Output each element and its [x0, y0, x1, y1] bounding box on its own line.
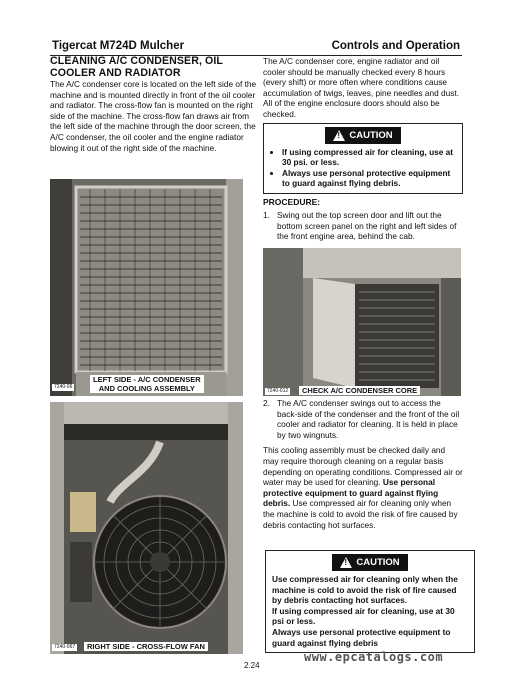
header-right-title: Controls and Operation — [331, 40, 460, 52]
warning-triangle-icon: ! — [340, 557, 352, 568]
procedure-title: PROCEDURE: — [263, 196, 321, 207]
right-column-lower — [263, 398, 463, 530]
caption-line-1: LEFT SIDE - A/C CONDENSER — [93, 375, 201, 384]
photo-code: 7240-06 — [54, 384, 73, 390]
section-heading: CLEANING A/C CONDENSER, OIL COOLER AND RADIATOR — [50, 55, 223, 79]
caution-line: If using compressed air for cleaning, use at 30 psi or less. — [272, 605, 455, 627]
caution-line: Always use personal protective equipment to guard against flying debris — [272, 626, 451, 648]
photo-ac-condenser — [50, 179, 243, 396]
warning-triangle-icon: ! — [333, 130, 345, 141]
page-number: 2.24 — [244, 661, 260, 670]
intro-paragraph: The A/C condenser core is located on the left side of the machine and is mounted directly in front of the oil cooler and radiator. The cross-flow fan is mounted on the right side of the machine. The cross-flow fan draws air from the left side of the machine through the door screen, the A/C condenser, the oil cooler and the engine radiator blowing it out of the right side of the machine. — [50, 79, 257, 153]
photo-caption: CHECK A/C CONDENSER CORE — [299, 386, 420, 395]
step-text: Swing out the top screen door and lift out the bottom screen panel on the right and left sides of the front engine area, behind the cab. — [277, 209, 457, 242]
header-left-title: Tigercat M724D Mulcher — [52, 40, 185, 52]
photo-code: 7240-067 — [54, 644, 76, 650]
step-number: 1. — [263, 209, 270, 220]
caution-badge — [332, 554, 408, 571]
step-text: The A/C condenser swings out to access the back-side of the condenser and the front of the oil cooler and radiator for cleaning. It is held in place by two wingnuts. — [277, 398, 460, 440]
photo-caption: RIGHT SIDE - CROSS-FLOW FAN — [84, 642, 208, 651]
photo-code: 7240-012 — [267, 388, 289, 394]
caution-line: Use compressed air for cleaning only when the machine is cold to avoid the risk of fire caused by debris contacting hot surfaces. — [272, 574, 458, 606]
step-number: 2. — [263, 398, 270, 408]
caution-item: • If using compressed air for cleaning, use at 30 psi. or less. — [282, 147, 456, 168]
photo-caption — [90, 375, 204, 393]
caution-item: • Always use personal protective equipment to guard against flying debris. — [282, 168, 456, 189]
cleaning-ppe-emphasis: Use personal protective equipment to guard against flying debris. — [263, 477, 439, 509]
procedure-step-1 — [263, 210, 463, 242]
left-column — [50, 56, 258, 153]
photo-cross-flow-fan — [50, 402, 243, 654]
maintenance-interval-paragraph: The A/C condenser core, engine radiator and oil cooler should be manually checked every 8 hours (every shift) or more often where conditions cause accumulation of twigs, leaves, pine needles and dust. All of the engine enclosure doors should also be checked. — [263, 56, 460, 119]
caution-box-1 — [263, 123, 463, 194]
cleaning-paragraph — [263, 445, 463, 530]
caution-list — [270, 147, 456, 189]
caution-badge — [325, 127, 401, 144]
caption-line-2: AND COOLING ASSEMBLY — [98, 384, 195, 393]
caution-badge-label: CAUTION — [349, 129, 393, 141]
right-column — [263, 56, 463, 242]
caution-badge-label: CAUTION — [356, 557, 400, 568]
procedure-step-2 — [263, 398, 463, 440]
cleaning-text: This cooling assembly must be checked daily and may require thorough cleaning on a regular basis depending on operating conditions. Compressed air or water may be used for cleaning. — [263, 445, 463, 488]
watermark: www.epcatalogs.com — [304, 650, 444, 664]
caution-box-2 — [265, 550, 475, 653]
photo-check-ac-condenser — [263, 248, 461, 396]
cleaning-text-tail: Use compressed air for cleaning only when the machine is cold to avoid the risk of fire caused by debris contacting hot surfaces. — [263, 498, 458, 530]
